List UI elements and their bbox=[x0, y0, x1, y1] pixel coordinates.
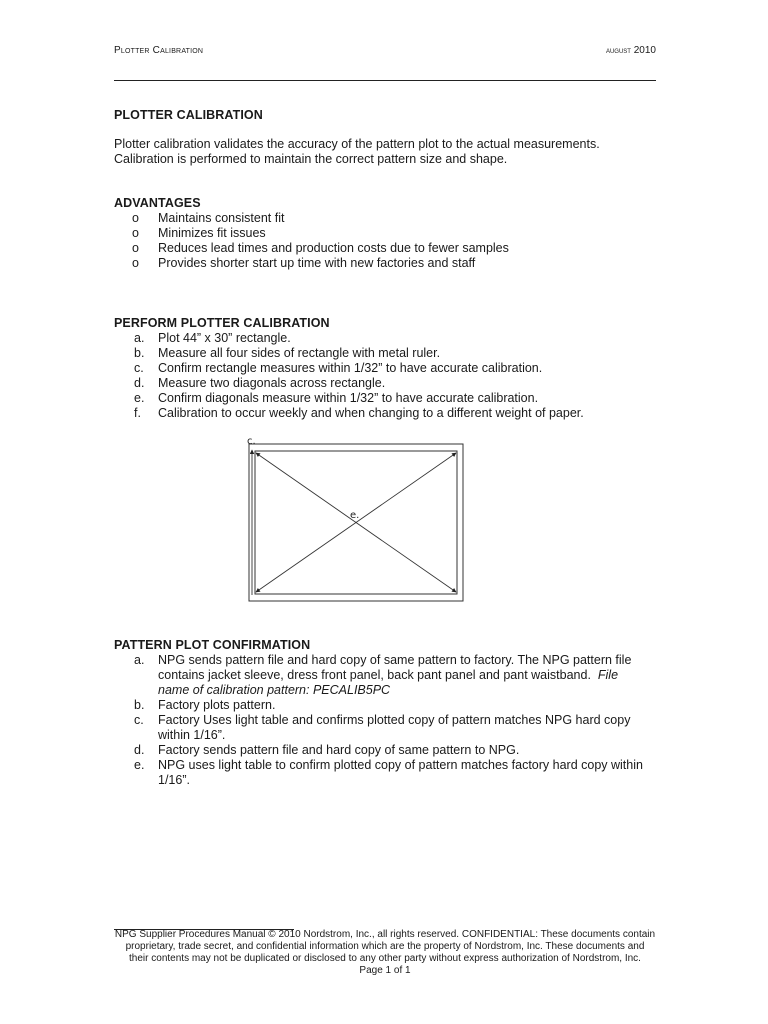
list-marker: a. bbox=[134, 331, 145, 345]
list-item-text: Reduces lead times and production costs due to fewer samples bbox=[158, 241, 509, 255]
list-item-text: Confirm rectangle measures within 1/32” to have accurate calibration. bbox=[158, 361, 543, 375]
header-year: 2010 bbox=[633, 45, 656, 56]
footer-line: proprietary, trade secret, and confidential information which are the property of Nordstrom, Inc. These documents and bbox=[125, 941, 645, 952]
list-item bbox=[114, 406, 584, 421]
list-item bbox=[114, 758, 643, 788]
list-item bbox=[114, 391, 584, 406]
bullet-marker: o bbox=[132, 226, 139, 240]
list-item bbox=[114, 331, 584, 346]
footer-rule bbox=[114, 929, 294, 930]
confirmation-steps-list bbox=[114, 653, 643, 788]
list-item-text: Provides shorter start up time with new factories and staff bbox=[158, 256, 476, 270]
list-marker: d. bbox=[134, 376, 145, 390]
page-number: Page 1 of 1 bbox=[359, 965, 411, 976]
list-item bbox=[114, 743, 643, 758]
list-marker: b. bbox=[134, 698, 145, 712]
list-item bbox=[114, 698, 643, 713]
list-item-text: contains jacket sleeve, dress front panel, back pant panel and pant waistband. bbox=[158, 668, 598, 682]
list-marker: c. bbox=[134, 713, 144, 727]
confidentiality-footer bbox=[114, 929, 656, 977]
list-item-text: Measure two diagonals across rectangle. bbox=[158, 376, 386, 390]
list-item-line: Factory sends pattern file and hard copy of same pattern to NPG. bbox=[158, 743, 520, 757]
calibration-rectangle-diagram bbox=[238, 432, 470, 604]
footer-line: NPG Supplier Procedures Manual © 2010 Nordstrom, Inc., all rights reserved. CONFIDENTIAL: These documents contain bbox=[114, 929, 656, 940]
running-header-title bbox=[114, 45, 203, 56]
section-title-perform-calibration: PERFORM PLOTTER CALIBRATION bbox=[114, 316, 330, 330]
list-item-italic-text: File bbox=[597, 668, 619, 682]
list-item-text: Plot 44” x 30” rectangle. bbox=[158, 331, 291, 345]
section-title-advantages: ADVANTAGES bbox=[114, 196, 201, 210]
list-item bbox=[114, 346, 584, 361]
list-marker: b. bbox=[134, 346, 145, 360]
list-item-line bbox=[158, 668, 643, 683]
list-item-line: NPG uses light table to confirm plotted copy of pattern matches factory hard copy within bbox=[158, 758, 643, 772]
list-item bbox=[114, 256, 509, 271]
list-marker: a. bbox=[134, 653, 145, 667]
list-item bbox=[114, 241, 509, 256]
section-title-plotter-calibration: PLOTTER CALIBRATION bbox=[114, 108, 263, 122]
list-item-text: Confirm diagonals measure within 1/32” to have accurate calibration. bbox=[158, 391, 539, 405]
perform-steps-list bbox=[114, 331, 584, 421]
list-item-line: Factory Uses light table and confirms plotted copy of pattern matches NPG hard copy bbox=[158, 713, 631, 727]
list-item bbox=[114, 653, 643, 698]
header-rule bbox=[114, 80, 656, 81]
header-title-text: Plotter Calibration bbox=[114, 45, 204, 56]
list-item-text: Measure all four sides of rectangle with metal ruler. bbox=[158, 346, 441, 360]
list-item-text: Calibration to occur weekly and when changing to a different weight of paper. bbox=[158, 406, 584, 420]
list-item-line: NPG sends pattern file and hard copy of same pattern to factory. The NPG pattern file bbox=[158, 653, 632, 667]
list-item bbox=[114, 713, 643, 743]
bullet-marker: o bbox=[132, 256, 139, 270]
list-item-line: 1/16”. bbox=[158, 773, 190, 787]
label-e: e. bbox=[350, 510, 360, 521]
list-item-line: Factory plots pattern. bbox=[158, 698, 276, 712]
intro-line: Plotter calibration validates the accuracy of the pattern plot to the actual measurements. bbox=[114, 137, 600, 151]
list-marker: f. bbox=[134, 406, 141, 420]
list-item bbox=[114, 376, 584, 391]
list-item-text: Maintains consistent fit bbox=[158, 211, 285, 225]
bullet-marker: o bbox=[132, 211, 139, 225]
list-marker: e. bbox=[134, 758, 145, 772]
intro-paragraph bbox=[114, 137, 662, 167]
advantages-list bbox=[114, 211, 509, 271]
list-item bbox=[114, 211, 509, 226]
list-item bbox=[114, 226, 509, 241]
list-marker: c. bbox=[134, 361, 144, 375]
intro-line: Calibration is performed to maintain the correct pattern size and shape. bbox=[114, 152, 508, 166]
list-marker: e. bbox=[134, 391, 145, 405]
list-item-line: within 1/16”. bbox=[158, 728, 226, 742]
list-item-text: Minimizes fit issues bbox=[158, 226, 266, 240]
bullet-marker: o bbox=[132, 241, 139, 255]
section-title-pattern-plot-confirmation: PATTERN PLOT CONFIRMATION bbox=[114, 638, 311, 652]
footer-line: their contents may not be duplicated or disclosed to any other party without express authorization of Nordstrom, Inc. bbox=[129, 953, 641, 964]
header-month: august bbox=[605, 45, 631, 55]
calibration-pattern-name: name of calibration pattern: PECALIB5PC bbox=[158, 683, 391, 697]
list-item bbox=[114, 361, 584, 376]
label-c: c. bbox=[247, 436, 256, 447]
list-marker: d. bbox=[134, 743, 145, 757]
running-header-date bbox=[606, 45, 656, 56]
